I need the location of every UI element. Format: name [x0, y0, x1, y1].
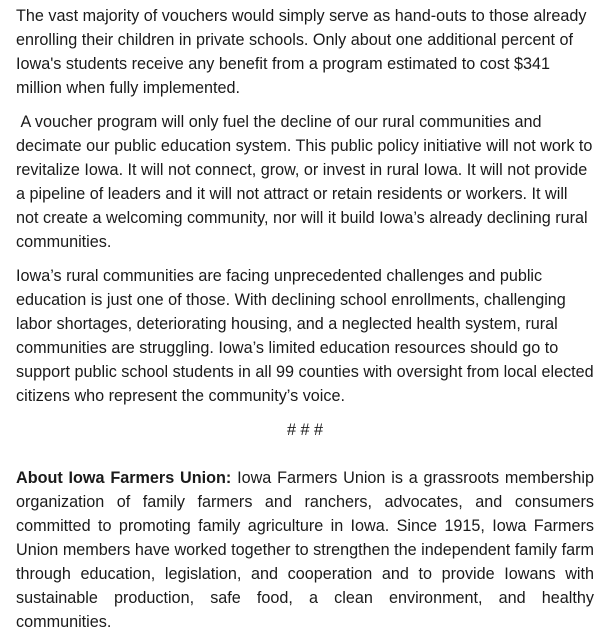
- section-separator: # # #: [286, 421, 323, 439]
- about-text: Iowa Farmers Union is a grassroots membership organization of family farmers and ranchers, advocates, and consumers committed to promoting family agriculture in Iowa. Since 1915, Iowa Farmers Union members have worked together to strengthen the independent family farm through education, legislation, and cooperation and to provide Iowans with sustainable production, safe food, a clean environment, and healthy communities.: [16, 469, 594, 631]
- paragraph-rural-decline: A voucher program will only fuel the decline of our rural communities and decimate our public education system. This public policy initiative will not work to revitalize Iowa. It will not connect, grow, or invest in rural Iowa. It will not provide a pipeline of leaders and it will not attract or retain residents or workers. It will not create a welcoming community, nor will it build Iowa’s already declining rural communities.: [16, 113, 597, 251]
- about-section: [16, 466, 594, 634]
- about-label: About Iowa Farmers Union:: [16, 469, 232, 487]
- paragraph-rural-challenges: Iowa’s rural communities are facing unprecedented challenges and public education is just one of those. With declining school enrollments, challenging labor shortages, deteriorating housing, and a neglected health system, rural communities are struggling. Iowa’s limited education resources should go to support public school students in all 99 counties with oversight from local elected citizens who represent the community’s voice.: [16, 267, 594, 405]
- paragraph-vouchers: The vast majority of vouchers would simply serve as hand-outs to those already enrolling their children in private schools. Only about one additional percent of Iowa's students receive any benefit from a program estimated to cost $341 million when fully implemented.: [16, 7, 587, 97]
